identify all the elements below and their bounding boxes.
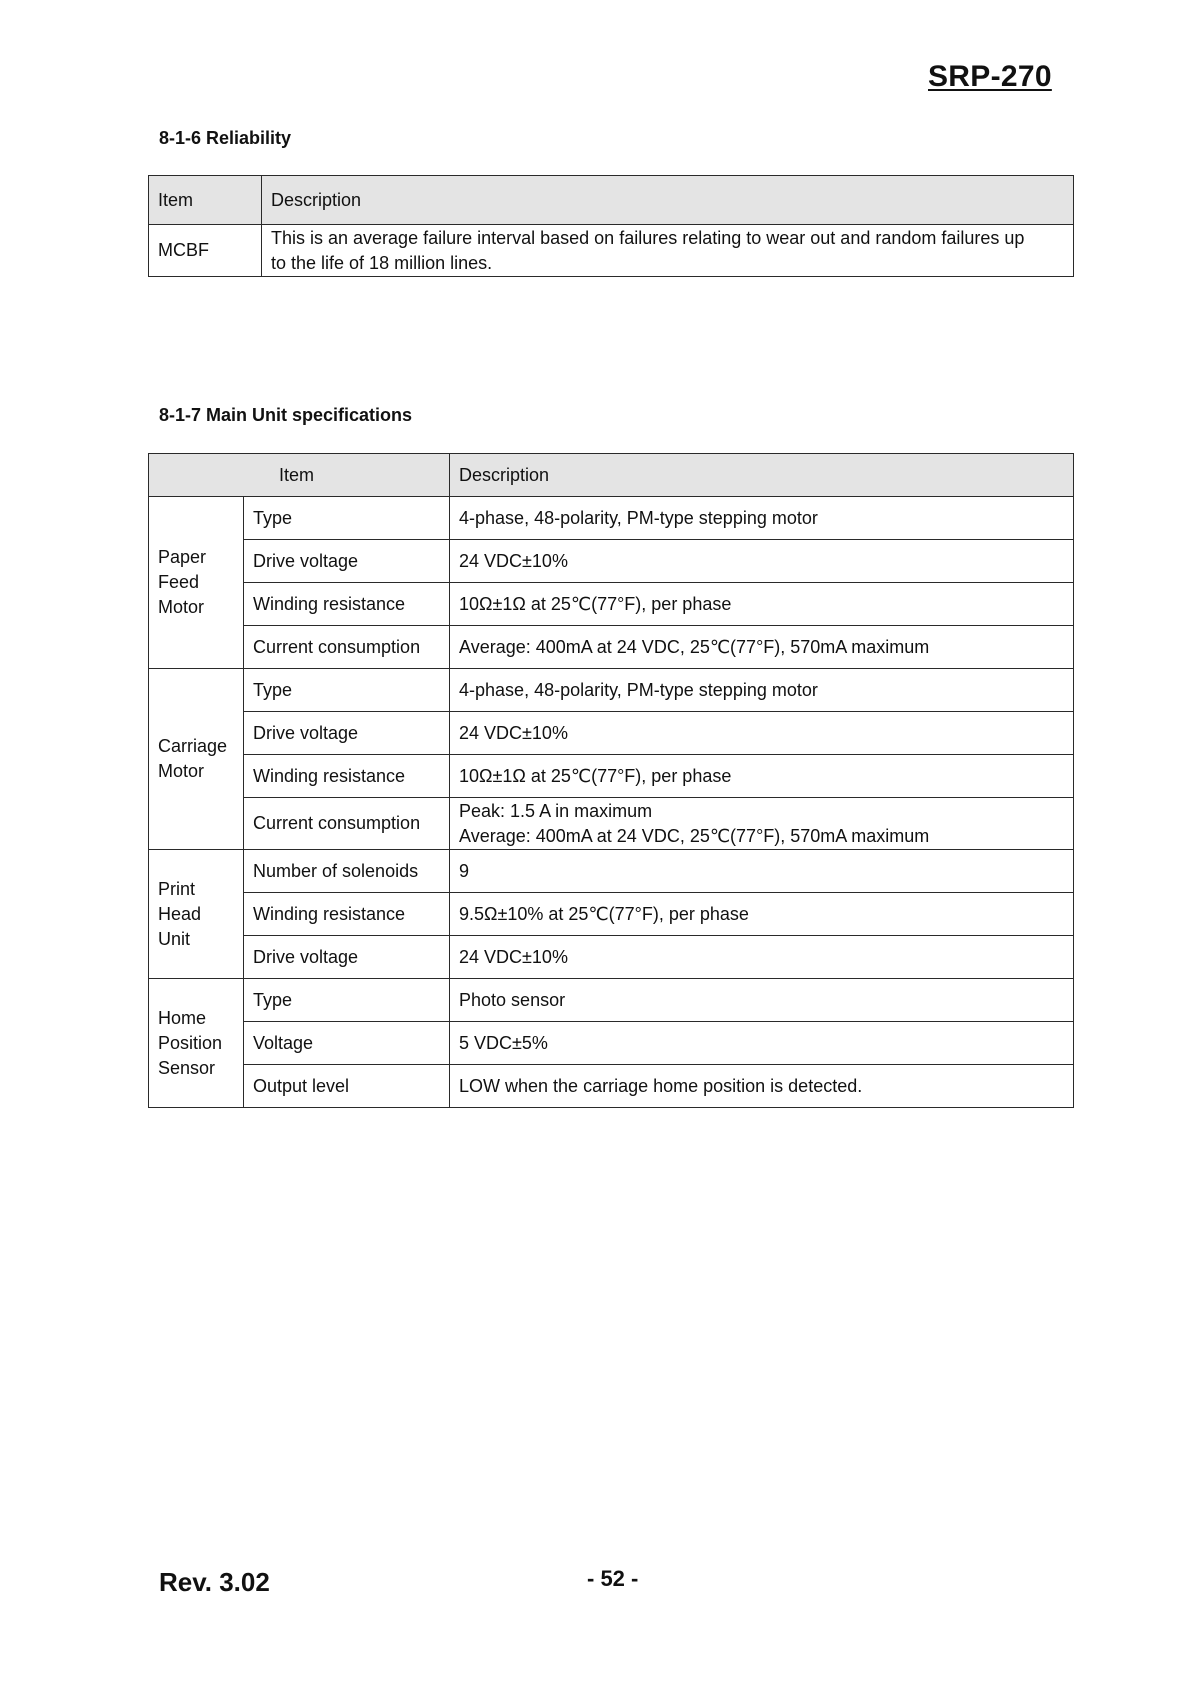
document-model-title: SRP-270 <box>928 60 1052 93</box>
table-row <box>149 936 1074 979</box>
category-line: Motor <box>158 761 205 781</box>
description-cell: 10Ω±1Ω at 25℃(77°F), per phase <box>450 755 1074 798</box>
description-cell <box>262 225 1074 277</box>
description-cell: 10Ω±1Ω at 25℃(77°F), per phase <box>450 583 1074 626</box>
column-header-description: Description <box>262 176 1074 225</box>
table-row <box>149 798 1074 850</box>
table-row <box>149 1022 1074 1065</box>
category-line: Print <box>158 878 196 899</box>
table-row <box>149 497 1074 540</box>
description-line: This is an average failure interval based on failures relating to wear out and random failures up <box>271 227 1025 248</box>
table-row <box>149 669 1074 712</box>
category-line: Position <box>158 1032 223 1053</box>
item-cell: Current consumption <box>244 626 450 669</box>
main-unit-section-title: 8-1-7 Main Unit specifications <box>159 405 413 425</box>
category-line: Sensor <box>158 1057 216 1078</box>
table-row <box>149 583 1074 626</box>
item-cell: MCBF <box>149 225 262 277</box>
item-cell: Voltage <box>244 1022 450 1065</box>
item-cell: Drive voltage <box>244 540 450 583</box>
table-row <box>149 626 1074 669</box>
category-cell-paper-feed-motor <box>149 497 244 669</box>
description-cell: 24 VDC±10% <box>450 936 1074 979</box>
column-header-item: Item <box>149 176 262 225</box>
table-row <box>149 225 1074 277</box>
table-row <box>149 1065 1074 1108</box>
category-cell-carriage-motor <box>149 669 244 850</box>
description-cell: LOW when the carriage home position is detected. <box>450 1065 1074 1108</box>
category-cell-print-head-unit <box>149 850 244 979</box>
item-cell: Type <box>244 979 450 1022</box>
category-line: Paper <box>158 547 207 567</box>
item-cell: Type <box>244 669 450 712</box>
category-line: Carriage <box>158 736 228 756</box>
item-cell: Type <box>244 497 450 540</box>
item-cell: Output level <box>244 1065 450 1108</box>
description-line: Peak: 1.5 A in maximum <box>459 800 653 821</box>
item-cell: Number of solenoids <box>244 850 450 893</box>
item-cell: Winding resistance <box>244 755 450 798</box>
description-cell: 4-phase, 48-polarity, PM-type stepping motor <box>450 497 1074 540</box>
category-line: Home <box>158 1007 207 1028</box>
description-cell: 9 <box>450 850 1074 893</box>
description-cell: 9.5Ω±10% at 25℃(77°F), per phase <box>450 893 1074 936</box>
category-line: Feed <box>158 572 200 592</box>
description-cell <box>450 798 1074 850</box>
table-header-row <box>149 176 1074 225</box>
description-cell: 24 VDC±10% <box>450 540 1074 583</box>
table-row <box>149 850 1074 893</box>
item-cell: Drive voltage <box>244 712 450 755</box>
main-unit-spec-table <box>148 453 1074 1108</box>
category-line: Unit <box>158 928 191 949</box>
table-row <box>149 893 1074 936</box>
description-cell: 24 VDC±10% <box>450 712 1074 755</box>
description-line: Average: 400mA at 24 VDC, 25℃(77°F), 570mA maximum <box>459 825 930 846</box>
description-cell: 5 VDC±5% <box>450 1022 1074 1065</box>
item-cell: Current consumption <box>244 798 450 850</box>
table-row <box>149 712 1074 755</box>
description-cell: Photo sensor <box>450 979 1074 1022</box>
table-row <box>149 540 1074 583</box>
description-cell: Average: 400mA at 24 VDC, 25℃(77°F), 570mA maximum <box>450 626 1074 669</box>
table-row <box>149 755 1074 798</box>
item-cell: Drive voltage <box>244 936 450 979</box>
reliability-section-title: 8-1-6 Reliability <box>159 128 292 148</box>
column-header-description: Description <box>450 454 1074 497</box>
item-cell: Winding resistance <box>244 583 450 626</box>
column-header-item: Item <box>149 454 450 497</box>
table-header-row <box>149 454 1074 497</box>
reliability-table <box>148 175 1074 277</box>
footer-revision: Rev. 3.02 <box>159 1567 270 1597</box>
item-cell: Winding resistance <box>244 893 450 936</box>
description-line: to the life of 18 million lines. <box>271 252 493 273</box>
footer-page-number: - 52 - <box>587 1566 639 1591</box>
category-cell-home-position-sensor <box>149 979 244 1108</box>
description-cell: 4-phase, 48-polarity, PM-type stepping motor <box>450 669 1074 712</box>
table-row <box>149 979 1074 1022</box>
category-line: Motor <box>158 597 205 617</box>
category-line: Head <box>158 903 202 924</box>
